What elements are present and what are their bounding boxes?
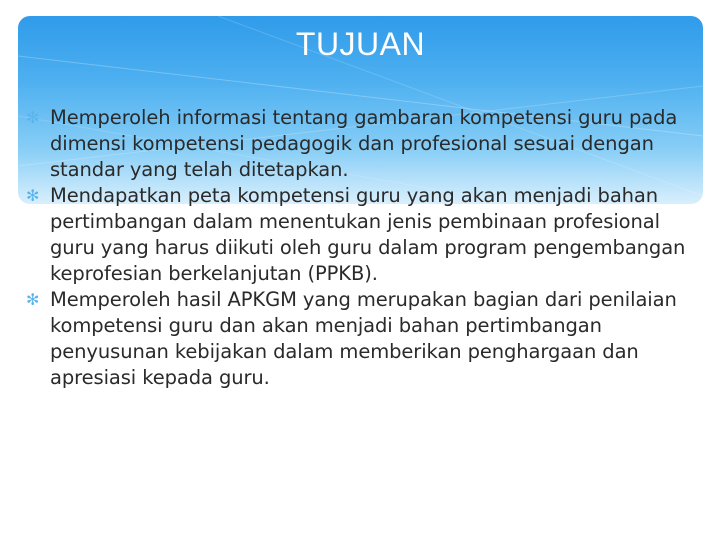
asterisk-icon: ✻ xyxy=(26,108,40,127)
asterisk-icon: ✻ xyxy=(26,186,40,205)
bullet-list xyxy=(26,105,706,391)
asterisk-icon: ✻ xyxy=(26,290,40,309)
bullet-text: Memperoleh hasil APKGM yang merupakan bagian dari penilaian kompetensi guru dan akan menjadi bahan pertimbangan penyusunan kebijakan dalam memberikan penghargaan dan apresiasi kepada guru. xyxy=(50,288,677,389)
bullet-text: Memperoleh informasi tentang gambaran kompetensi guru pada dimensi kompetensi pedagogik dan profesional sesuai dengan standar yang telah ditetapkan. xyxy=(50,106,678,181)
slide-title: TUJUAN xyxy=(295,26,426,62)
list-item xyxy=(26,183,706,287)
list-item xyxy=(26,105,706,183)
list-item xyxy=(26,287,706,391)
bullet-text: Mendapatkan peta kompetensi guru yang akan menjadi bahan pertimbangan dalam menentukan jenis pembinaan profesional guru yang harus diikuti oleh guru dalam program pengembangan keprofesian berkelanjutan (PPKB). xyxy=(50,184,686,285)
